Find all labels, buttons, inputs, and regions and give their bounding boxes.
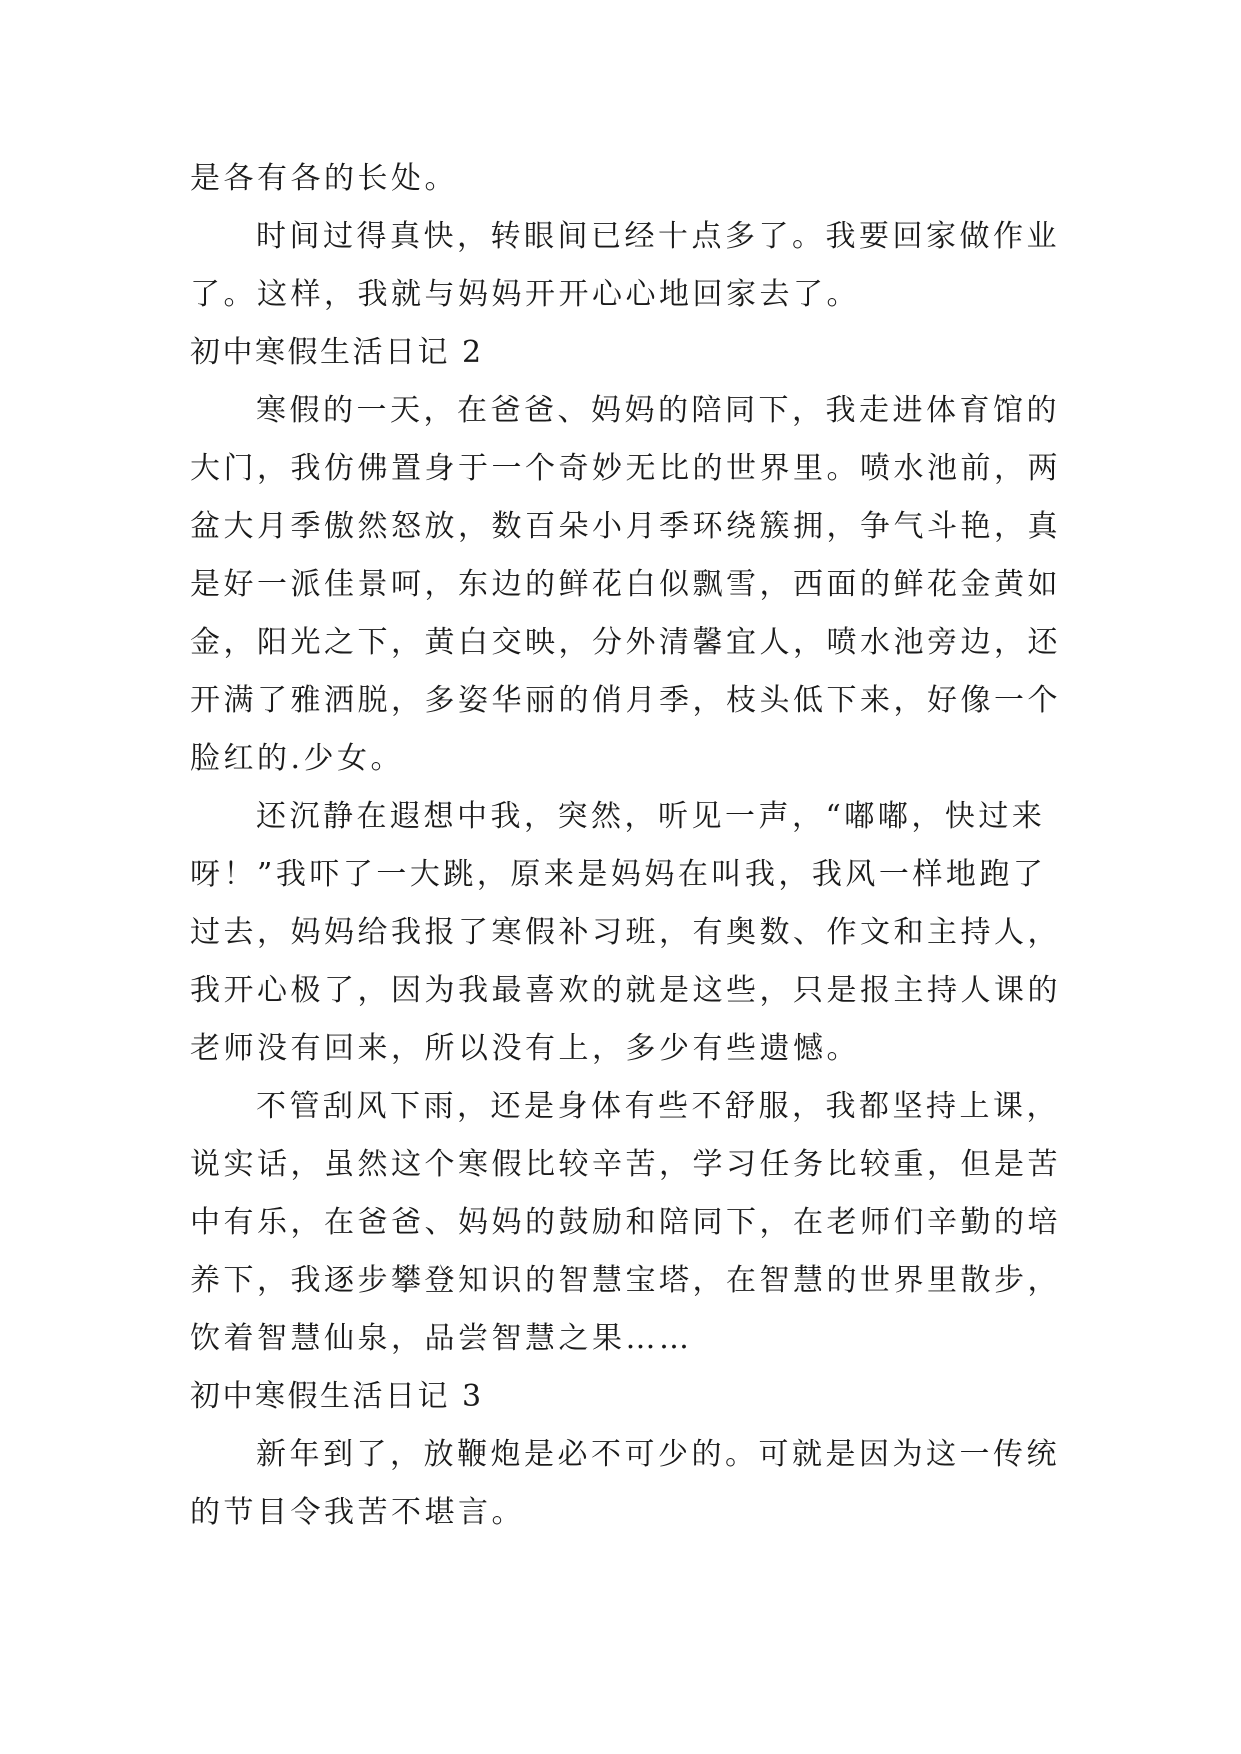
paragraph-line: 养下，我逐步攀登知识的智慧宝塔，在智慧的世界里散步，: [190, 1263, 1061, 1298]
paragraph-line: 的节目令我苦不堪言。: [190, 1495, 525, 1530]
paragraph-line: 我开心极了，因为我最喜欢的就是这些，只是报主持人课的: [190, 973, 1061, 1008]
paragraph-line: 大门，我仿佛置身于一个奇妙无比的世界里。喷水池前，两: [190, 451, 1061, 486]
paragraph-line: 了。这样，我就与妈妈开开心心地回家去了。: [190, 277, 860, 312]
paragraph-line: 过去，妈妈给我报了寒假补习班，有奥数、作文和主持人，: [190, 915, 1061, 950]
paragraph-line: 开满了雅洒脱，多姿华丽的俏月季，枝头低下来，好像一个: [190, 683, 1061, 718]
paragraph-line: 新年到了，放鞭炮是必不可少的。可就是因为这一传统: [256, 1437, 1060, 1472]
paragraph-line: 中有乐，在爸爸、妈妈的鼓励和陪同下，在老师们辛勤的培: [190, 1205, 1061, 1240]
paragraph-line: 呀！”我吓了一大跳，原来是妈妈在叫我，我风一样地跑了: [190, 857, 1047, 892]
paragraph-line: 不管刮风下雨，还是身体有些不舒服，我都坚持上课，: [256, 1089, 1060, 1124]
paragraph-line: 老师没有回来，所以没有上，多少有些遗憾。: [190, 1031, 860, 1066]
paragraph-line: 脸红的.少女。: [190, 741, 405, 776]
paragraph-line: 寒假的一天，在爸爸、妈妈的陪同下，我走进体育馆的: [256, 393, 1060, 428]
section-heading: 初中寒假生活日记 3: [190, 1379, 484, 1414]
paragraph-line: 是好一派佳景呵，东边的鲜花白似飘雪，西面的鲜花金黄如: [190, 567, 1061, 602]
paragraph-line: 饮着智慧仙泉，品尝智慧之果……: [190, 1321, 693, 1356]
paragraph-line: 是各有各的长处。: [190, 161, 458, 196]
paragraph-line: 盆大月季傲然怒放，数百朵小月季环绕簇拥，争气斗艳，真: [190, 509, 1061, 544]
document-page: [190, 150, 1060, 1542]
paragraph-line: 说实话，虽然这个寒假比较辛苦，学习任务比较重，但是苦: [190, 1147, 1061, 1182]
paragraph-line: 还沉静在遐想中我，突然，听见一声，“嘟嘟，快过来: [256, 799, 1046, 834]
paragraph-line: 金，阳光之下，黄白交映，分外清馨宜人，喷水池旁边，还: [190, 625, 1061, 660]
section-heading: 初中寒假生活日记 2: [190, 335, 484, 370]
paragraph-line: 时间过得真快，转眼间已经十点多了。我要回家做作业: [256, 219, 1060, 254]
